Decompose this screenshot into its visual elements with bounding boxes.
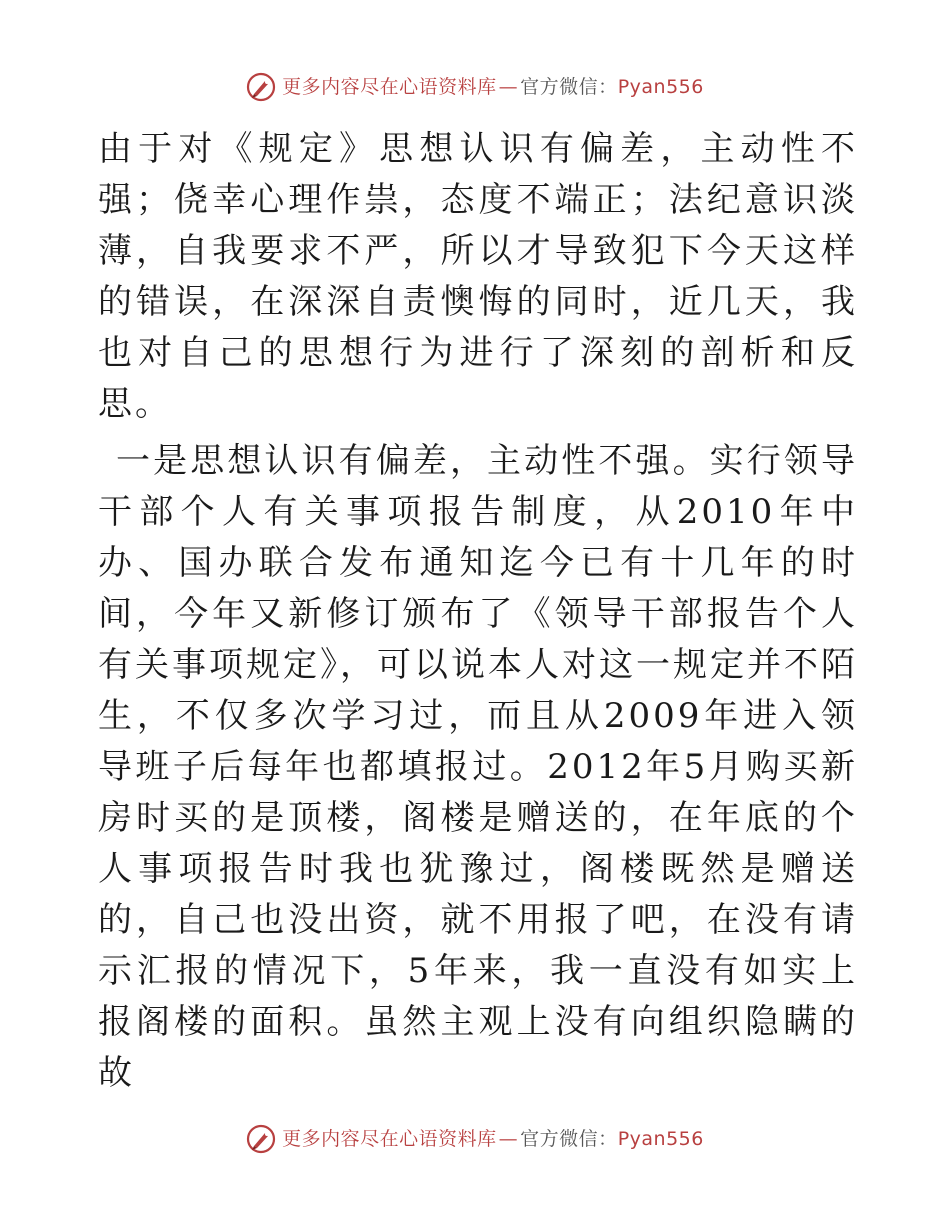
watermark-text: 更多内容尽在心语资料库 — 官方微信：Pyan556 [282, 76, 704, 98]
pen-circle-icon [246, 1124, 276, 1154]
paragraph: 一是思想认识有偏差，主动性不强。实行领导干部个人有关事项报告制度，从2010年中办、国办联合发布通知迄今已有十几年的时间，今年又新修订颁布了《领导干部报告个人有关事项规定》，可以说本人对这一规定并不陌生，不仅多次学习过，而且从2009年进入领导班子后每年也都填报过。2012年5月购买新房时买的是顶楼，阁楼是赠送的，在年底的个人事项报告时我也犹豫过，阁楼既然是赠送的，自己也没出资，就不用报了吧，在没有请示汇报的情况下，5年来，我一直没有如实上报阁楼的面积。虽然主观上没有向组织隐瞒的故 [98, 441, 858, 1093]
watermark-text: 更多内容尽在心语资料库 — 官方微信：Pyan556 [282, 1128, 704, 1150]
footer-watermark [0, 1124, 950, 1154]
document-body [98, 124, 858, 1099]
header-watermark [0, 72, 950, 102]
pen-circle-icon [246, 72, 276, 102]
paragraph: 由于对《规定》思想认识有偏差，主动性不强；侥幸心理作祟，态度不端正；法纪意识淡薄，自我要求不严，所以才导致犯下今天这样的错误，在深深自责懊悔的同时，近几天，我也对自己的思想行为进行了深刻的剖析和反思。 [98, 129, 858, 424]
